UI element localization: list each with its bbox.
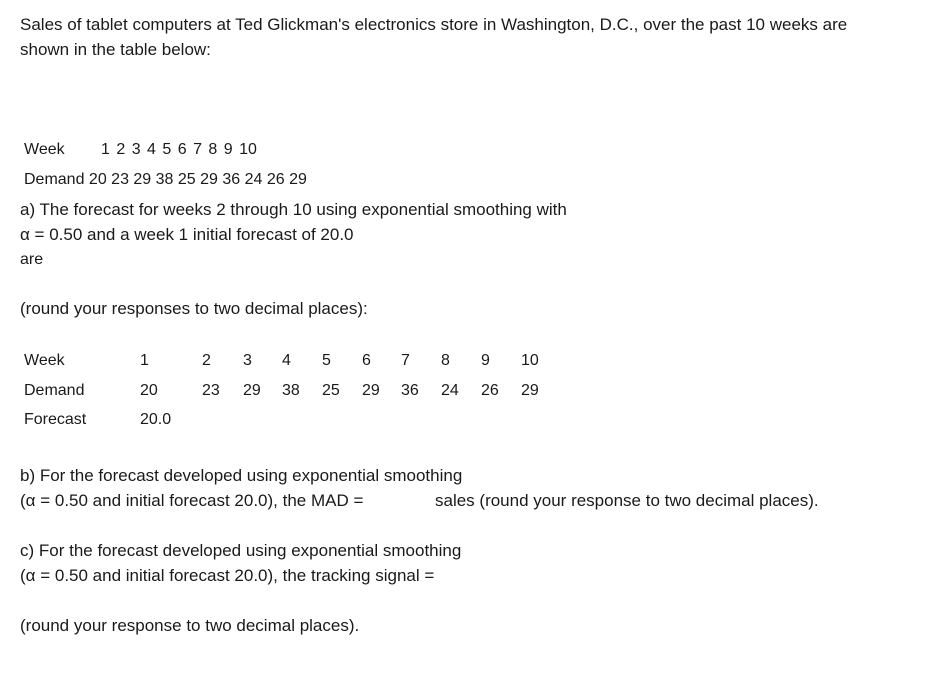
week-cell: 10	[521, 352, 539, 369]
week-cell: 1	[140, 352, 149, 369]
tracking-signal-input[interactable]	[470, 564, 530, 586]
forecast-input-week-7[interactable]	[395, 408, 425, 430]
demand-cell: 29	[521, 382, 539, 399]
forecast-input-week-10[interactable]	[515, 408, 545, 430]
week-cell: 2	[202, 352, 211, 369]
part-b-line-1: b) For the forecast developed using exponential smoothing	[20, 466, 463, 485]
demand-cell: 20	[140, 382, 158, 399]
part-c-round-note: (round your response to two decimal places).	[20, 616, 360, 635]
forecast-cell-week-1: 20.0	[140, 411, 172, 428]
demand-cell: 23	[202, 382, 220, 399]
mad-input[interactable]	[392, 489, 430, 511]
demand-cell: 29	[362, 382, 380, 399]
week-cell: 6	[362, 352, 371, 369]
week-cell: 4	[282, 352, 291, 369]
week-cell: 8	[441, 352, 450, 369]
demand-cell: 29	[243, 382, 261, 399]
forecast-input-week-3[interactable]	[237, 408, 267, 430]
raw-week-values: 1 2 3 4 5 6 7 8 9 10	[101, 141, 257, 158]
intro-line-2: shown in the table below:	[20, 40, 211, 59]
demand-cell: 38	[282, 382, 300, 399]
part-b-line-2-suffix: sales (round your response to two decimal places).	[435, 491, 819, 510]
row-label-forecast: Forecast	[24, 411, 87, 428]
part-a-line-1: a) The forecast for weeks 2 through 10 using exponential smoothing with	[20, 200, 567, 219]
forecast-input-week-6[interactable]	[356, 408, 386, 430]
part-a-round-note: (round your responses to two decimal places):	[20, 299, 368, 318]
forecast-input-week-4[interactable]	[276, 408, 306, 430]
raw-week-label: Week	[24, 141, 65, 158]
week-cell: 3	[243, 352, 252, 369]
part-c-line-1: c) For the forecast developed using exponential smoothing	[20, 541, 462, 560]
part-a-line-2: α = 0.50 and a week 1 initial forecast of 20.0	[20, 225, 354, 244]
intro-line-1: Sales of tablet computers at Ted Glickman's electronics store in Washington, D.C., over the past 10 weeks are	[20, 15, 848, 34]
row-label-demand: Demand	[24, 382, 85, 399]
row-label-week: Week	[24, 352, 65, 369]
week-cell: 9	[481, 352, 490, 369]
week-cell: 5	[322, 352, 331, 369]
forecast-input-week-8[interactable]	[435, 408, 465, 430]
demand-cell: 25	[322, 382, 340, 399]
raw-demand-line: Demand 20 23 29 38 25 29 36 24 26 29	[24, 171, 307, 188]
week-cell: 7	[401, 352, 410, 369]
part-c-line-2: (α = 0.50 and initial forecast 20.0), the tracking signal =	[20, 566, 435, 585]
part-a-line-3: are	[20, 251, 44, 268]
forecast-input-week-5[interactable]	[316, 408, 346, 430]
forecast-input-week-9[interactable]	[475, 408, 505, 430]
demand-cell: 26	[481, 382, 499, 399]
part-b-line-2-prefix: (α = 0.50 and initial forecast 20.0), the MAD =	[20, 491, 364, 510]
demand-cell: 24	[441, 382, 459, 399]
demand-cell: 36	[401, 382, 419, 399]
forecast-input-week-2[interactable]	[196, 408, 226, 430]
